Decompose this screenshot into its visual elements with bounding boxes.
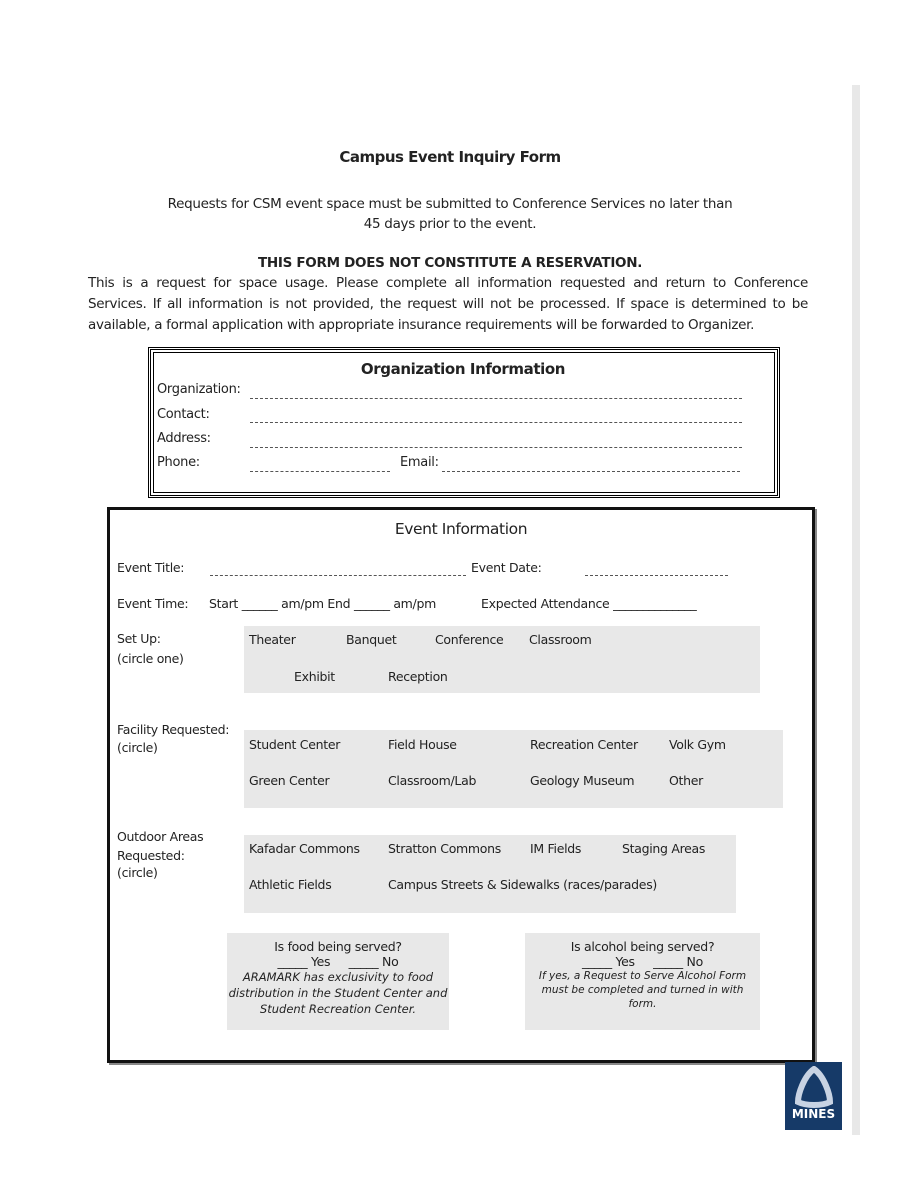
outdoor-label-2: Requested:	[117, 848, 185, 863]
facility-option[interactable]: Other	[669, 773, 703, 788]
outdoor-option[interactable]: IM Fields	[530, 841, 582, 856]
facility-option[interactable]: Green Center	[249, 773, 330, 788]
facility-option[interactable]: Classroom/Lab	[388, 773, 477, 788]
facility-sub: (circle)	[117, 740, 158, 755]
organization-heading: Organization Information	[360, 360, 566, 378]
event-title-field[interactable]	[210, 575, 466, 576]
food-note: ARAMARK has exclusivity to food distribution in the Student Center and Student Recreation Center.	[228, 970, 448, 1016]
outdoor-sub: (circle)	[117, 865, 158, 880]
setup-option[interactable]: Reception	[388, 669, 448, 684]
organization-label: Organization:	[157, 382, 241, 397]
expected-attendance[interactable]: Expected Attendance ______________	[481, 596, 697, 611]
facility-label: Facility Requested:	[117, 722, 230, 737]
facility-option[interactable]: Field House	[388, 737, 457, 752]
phone-field[interactable]	[250, 471, 390, 472]
address-label: Address:	[157, 431, 211, 446]
facility-option[interactable]: Recreation Center	[530, 737, 638, 752]
reservation-warning: THIS FORM DOES NOT CONSTITUTE A RESERVATION.	[257, 255, 643, 271]
contact-label: Contact:	[157, 407, 210, 422]
setup-option[interactable]: Theater	[249, 632, 296, 647]
address-field[interactable]	[250, 447, 742, 448]
setup-sub: (circle one)	[117, 651, 184, 666]
outdoor-option[interactable]: Kafadar Commons	[249, 841, 360, 856]
event-time-fields[interactable]: Start ______ am/pm End ______ am/pm	[209, 596, 436, 611]
facility-option[interactable]: Geology Museum	[530, 773, 635, 788]
food-yes-no[interactable]: _____ Yes _____ No	[277, 954, 399, 969]
food-question: Is food being served?	[274, 939, 402, 954]
email-field[interactable]	[442, 471, 740, 472]
facility-option[interactable]: Student Center	[249, 737, 341, 752]
outdoor-option[interactable]: Athletic Fields	[249, 877, 332, 892]
mines-logo-text: MINES	[791, 1107, 836, 1121]
setup-option[interactable]: Conference	[435, 632, 504, 647]
form-title: Campus Event Inquiry Form	[339, 148, 561, 166]
mines-logo	[785, 1062, 842, 1130]
event-date-label: Event Date:	[471, 560, 542, 575]
setup-option[interactable]: Exhibit	[294, 669, 335, 684]
phone-label: Phone:	[157, 455, 200, 470]
outdoor-label: Outdoor Areas	[117, 829, 204, 844]
setup-option[interactable]: Classroom	[529, 632, 592, 647]
facility-option[interactable]: Volk Gym	[669, 737, 726, 752]
outdoor-option[interactable]: Staging Areas	[622, 841, 706, 856]
alcohol-question: Is alcohol being served?	[570, 939, 715, 954]
alcohol-box	[525, 933, 760, 1030]
scrollbar-strip	[852, 85, 860, 1135]
event-time-label: Event Time:	[117, 596, 189, 611]
contact-field[interactable]	[250, 422, 742, 423]
setup-label: Set Up:	[117, 631, 161, 646]
mines-logo-icon	[794, 1066, 834, 1110]
intro-line-2: 45 days prior to the event.	[363, 216, 537, 232]
alcohol-note: If yes, a Request to Serve Alcohol Form must be completed and turned in with form.	[538, 970, 747, 1010]
event-date-field[interactable]	[585, 575, 728, 576]
outdoor-option[interactable]: Campus Streets & Sidewalks (races/parades)	[388, 877, 657, 892]
alcohol-yes-no[interactable]: _____ Yes _____ No	[582, 954, 703, 969]
instructions-paragraph: This is a request for space usage. Please complete all information requested and return to Conference Services. If all information is not provided, the request will not be processed. If space is determined to be available, a formal application with appropriate insurance requirements will be forwarded to Organizer.	[88, 275, 808, 333]
outdoor-option[interactable]: Stratton Commons	[388, 841, 501, 856]
event-heading: Event Information	[394, 520, 528, 538]
setup-option[interactable]: Banquet	[346, 632, 397, 647]
event-title-label: Event Title:	[117, 560, 185, 575]
email-label: Email:	[400, 455, 439, 470]
food-box	[227, 933, 449, 1030]
intro-line-1: Requests for CSM event space must be submitted to Conference Services no later than	[167, 196, 733, 212]
organization-field[interactable]	[250, 398, 742, 399]
